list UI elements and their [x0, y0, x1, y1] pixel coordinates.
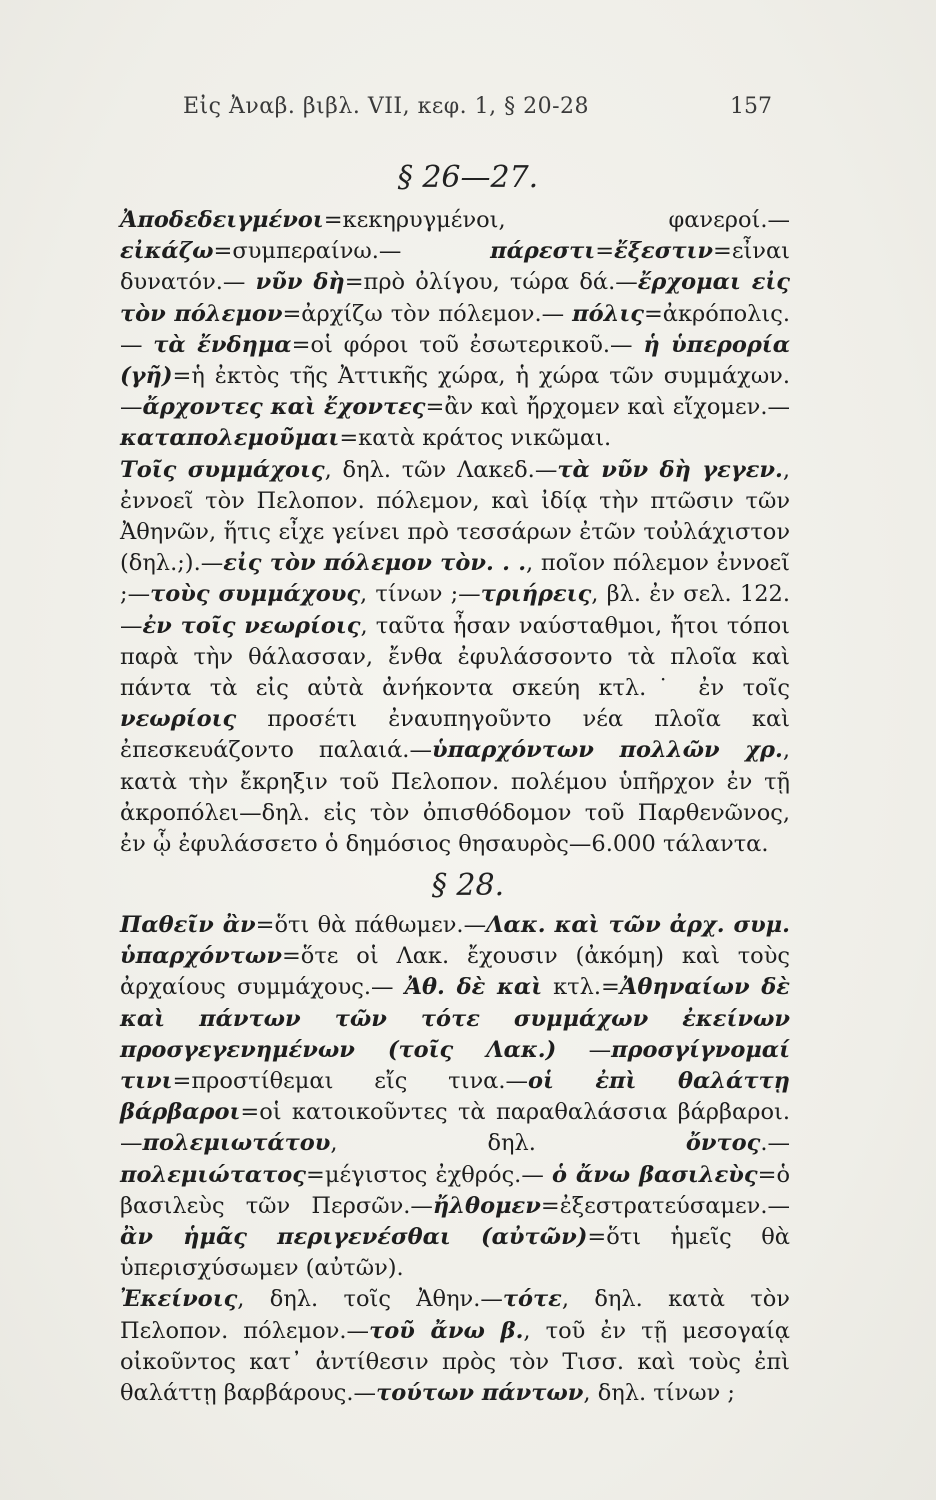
lemma-term: τούτων πάντων — [376, 1380, 584, 1407]
lemma-term: ἔξεστιν — [614, 238, 713, 265]
lemma-term: Παθεῖν ἂν — [120, 912, 256, 938]
gloss-text: , τίνων ;— — [360, 581, 481, 608]
lemma-term: τότε — [502, 1286, 562, 1313]
gloss-text: =οἱ κατοικοῦντες τὰ παραθαλάσσια βάρβαροι.— — [120, 1099, 790, 1157]
gloss-text: , ἐννοεῖ τὸν Πελοπον. πόλεμον, καὶ ἰδίᾳ τὴν πτῶσιν τῶν Ἀθηνῶν, ἥτις εἶχε γείνει πρὸ τεσσάρων ἐτῶν τοὐλάχιστον (δηλ.;).— — [120, 456, 790, 577]
gloss-text: .— — [760, 1130, 790, 1157]
page-number: 157 — [730, 94, 772, 119]
gloss-text: =ἀκρόπολις.— — [120, 300, 791, 358]
gloss-text: =μέγιστος ἐχθρός.— — [306, 1161, 553, 1188]
commentary-block — [120, 910, 790, 1409]
running-header — [0, 88, 936, 128]
commentary-paragraph — [120, 1284, 790, 1409]
gloss-text: =ὅτι θὰ πάθωμεν.— — [255, 912, 487, 938]
lemma-term: ὑπαρχόντων πολλῶν χρ. — [431, 737, 783, 764]
gloss-text: , τοῦ ἐν τῇ μεσογαίᾳ οἰκοῦντος κατ᾽ ἀντίθεσιν πρὸς τὸν Τισσ. καὶ τοὺς ἐπὶ θαλάττῃ βαρβάρους.— — [120, 1317, 790, 1407]
lemma-term: πάρεστι — [490, 238, 596, 265]
gloss-text: =πρὸ ὀλίγου, τώρα δά.— — [344, 269, 638, 296]
section-heading: § 28. — [431, 868, 505, 903]
gloss-text: =κεκηρυγμένοι, φανεροί.— — [323, 207, 790, 233]
gloss-text: =κατὰ κράτος νικῶμαι. — [339, 425, 612, 452]
lemma-term: πολεμιωτάτου — [142, 1130, 331, 1157]
lemma-term: ἤλθομεν — [432, 1192, 541, 1219]
gloss-text: =ὁ βασιλεὺς τῶν Περσῶν.— — [120, 1161, 790, 1219]
lemma-term: εἰς τὸν πόλεμον τὸν. . . — [223, 550, 527, 577]
commentary-paragraph — [120, 205, 790, 455]
lemma-term: ὄντος — [685, 1130, 761, 1157]
lemma-term: ἡ ὑπερορία (γῆ) — [120, 331, 791, 390]
lemma-term: Λακ. καὶ τῶν ἀρχ. συμ. ὑπαρχόντων — [120, 912, 790, 970]
gloss-text: =ἐξεστρατεύσαμεν.— — [540, 1192, 790, 1219]
gloss-text: =εἶναι δυνατόν.— — [120, 238, 790, 296]
lemma-term: τριήρεις — [480, 581, 592, 608]
gloss-text: — — [556, 1036, 612, 1063]
commentary-block — [120, 205, 790, 860]
section-heading: § 26—27. — [397, 160, 539, 195]
lemma-term: ἐν τοῖς νεωρίοις — [142, 612, 361, 639]
lemma-term: εἰκάζω — [120, 238, 214, 265]
gloss-text: , βλ. ἐν σελ. 122.— — [120, 581, 790, 639]
lemma-term: Ἀποδεδειγμένοι — [120, 207, 324, 233]
lemma-term: τὰ νῦν δὴ γεγεν. — [557, 456, 783, 483]
gloss-text: , δηλ. τῶν Λακεδ.— — [324, 456, 558, 483]
lemma-term: ὁ ἄνω βασιλεὺς — [552, 1161, 758, 1188]
lemma-term: καταπολεμοῦμαι — [120, 425, 340, 452]
gloss-text: =ὅτε οἱ Λακ. ἔχουσιν (ἀκόμη) καὶ τοὺς ἀρχαίους συμμάχους.— — [120, 943, 790, 1001]
commentary-paragraph — [120, 455, 790, 861]
lemma-term: ἂν ἡμᾶς περιγενέσθαι (αὐτῶν) — [120, 1224, 588, 1251]
commentary-paragraph — [120, 910, 790, 1284]
lemma-term: τοὺς συμμάχους — [150, 581, 361, 608]
lemma-term: τὰ ἔνδημα — [153, 331, 292, 358]
gloss-text: κτλ.= — [542, 974, 620, 1001]
gloss-text: = — [595, 238, 615, 265]
gloss-text: =προστίθεμαι εἴς τινα.— — [172, 1068, 528, 1095]
running-title: Εἰς Ἀναβ. βιβλ. VII, κεφ. 1, § 20-28 — [183, 94, 590, 119]
lemma-term: τοῦ ἄνω β. — [369, 1317, 524, 1344]
gloss-text: =οἱ φόροι τοῦ ἐσωτερικοῦ.— — [291, 331, 644, 358]
gloss-text: =ὅτι ἡμεῖς θὰ ὑπερισχύσωμεν (αὐτῶν). — [120, 1224, 790, 1282]
gloss-text: , ποῖον πόλεμον ἐννοεῖ ;— — [120, 550, 790, 608]
lemma-term: νεωρίοις — [120, 706, 237, 733]
lemma-term: ἄρχοντες καὶ ἔχοντες — [142, 394, 426, 421]
gloss-text: , δηλ. κατὰ τὸν Πελοπον. πόλεμον.— — [120, 1286, 790, 1344]
gloss-text: , δηλ. — [330, 1130, 686, 1157]
lemma-term: Ἀθ. δὲ καὶ — [404, 974, 543, 1001]
gloss-text: , δηλ. τίνων ; — [583, 1380, 736, 1407]
lemma-term: προσγίγνομαί τινι — [120, 1036, 791, 1095]
gloss-text: =ἡ ἐκτὸς τῆς Ἀττικῆς χώρα, ἡ χώρα τῶν συμμάχων.— — [120, 363, 790, 421]
lemma-term: Τοῖς συμμάχοις — [120, 456, 325, 483]
lemma-term: πόλις — [572, 300, 644, 327]
gloss-text: =συμπεραίνω.— — [213, 238, 491, 265]
gloss-text: =ἂν καὶ ἤρχομεν καὶ εἴχομεν.— — [425, 394, 791, 421]
gloss-text: , κατὰ τὴν ἔκρηξιν τοῦ Πελοπον. πολέμου ὑπῆρχον ἐν τῇ ἀκροπόλει—δηλ. εἰς τὸν ὀπισθόδομον τοῦ Παρθενῶνος, ἐν ᾧ ἐφυλάσσετο ὁ δημόσιος θησαυρὸς—6.000 τάλαντα. — [120, 737, 790, 858]
lemma-term: ἔρχομαι εἰς τὸν πόλεμον — [120, 269, 790, 327]
gloss-text: , δηλ. τοῖς Ἀθην.— — [237, 1286, 503, 1313]
lemma-term: πολεμιώτατος — [120, 1161, 307, 1188]
lemma-term: Ἐκείνοις — [120, 1286, 238, 1313]
gloss-text: =ἀρχίζω τὸν πόλεμον.— — [282, 300, 573, 327]
lemma-term: νῦν δὴ — [255, 269, 345, 296]
lemma-term: οἱ ἐπὶ θαλάττῃ βάρβαροι — [120, 1068, 790, 1126]
gloss-text: , ταῦτα ἦσαν ναύσταθμοι, ἤτοι τόποι παρὰ τὴν θάλασσαν, ἔνθα ἐφυλάσσοντο τὰ πλοῖα καὶ πάντα τὰ εἰς αὐτὰ ἀνήκοντα σκεύη κτλ.˙ ἐν τοῖς — [120, 612, 790, 702]
gloss-text: προσέτι ἐναυπηγοῦντο νέα πλοῖα καὶ ἐπεσκευάζοντο παλαιά.— — [120, 706, 790, 764]
lemma-term: Ἀθηναίων δὲ καὶ πάντων τῶν τότε συμμάχων ἐκείνων προσγεγενημένων (τοῖς Λακ.) — [120, 974, 790, 1063]
